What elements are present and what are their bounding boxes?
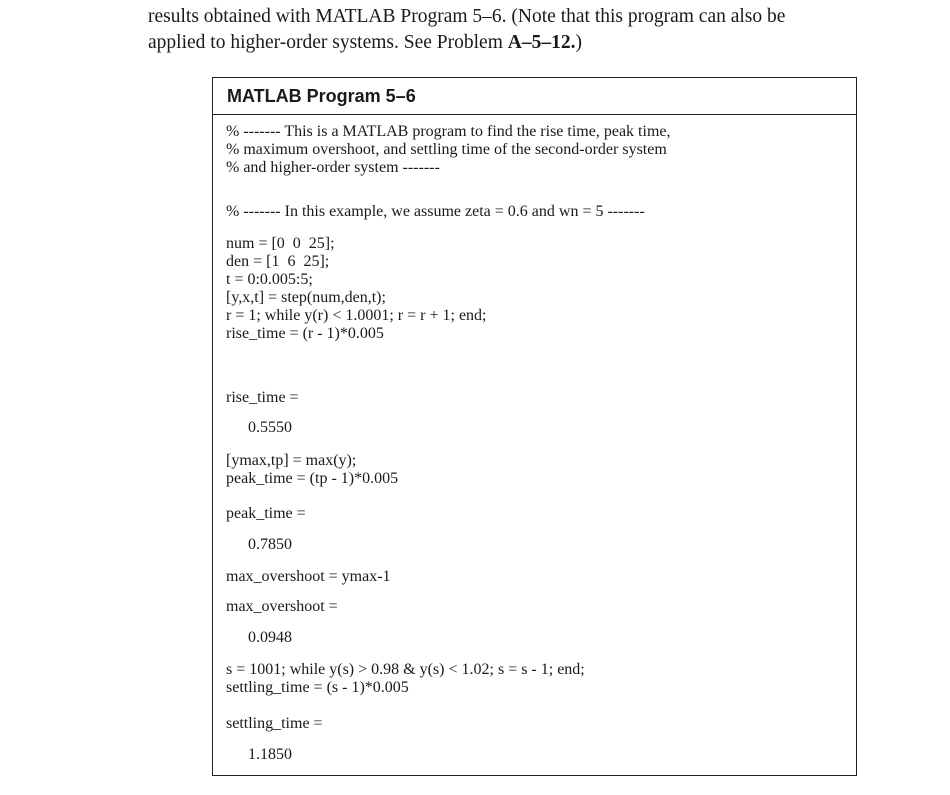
output-label-rise-time: [226, 389, 299, 407]
output-label: rise_time =: [226, 389, 299, 406]
code-line: % ------- In this example, we assume zeta = 0.6 and wn = 5 -------: [226, 203, 645, 220]
output-label-settling-time: [226, 715, 323, 733]
code-line: peak_time = (tp - 1)*0.005: [226, 470, 399, 487]
code-block-overshoot: [226, 568, 391, 586]
intro-line-2: [148, 30, 928, 56]
code-line: % and higher-order system -------: [226, 159, 440, 176]
intro-line-1: results obtained with MATLAB Program 5–6. (Note that this program can also be: [148, 6, 786, 27]
program-title: MATLAB Program 5–6: [213, 78, 856, 115]
output-value: 0.0948: [248, 629, 292, 646]
output-label-max-overshoot: [226, 598, 338, 616]
code-line: settling_time = (s - 1)*0.005: [226, 679, 409, 696]
code-line: rise_time = (r - 1)*0.005: [226, 325, 384, 342]
output-value-rise-time: [226, 419, 292, 437]
code-block-settling: [226, 661, 585, 697]
code-line: s = 1001; while y(s) > 0.98 & y(s) < 1.02; s = s - 1; end;: [226, 661, 585, 678]
output-label: peak_time =: [226, 505, 306, 522]
output-value-peak-time: [226, 536, 292, 554]
output-value: 0.7850: [248, 536, 292, 553]
intro-line-2-prefix: applied to higher-order systems. See Problem: [148, 32, 508, 53]
output-label: max_overshoot =: [226, 598, 338, 615]
code-line: num = [0 0 25];: [226, 235, 335, 252]
code-block-assumption-comment: [226, 203, 645, 221]
output-value: 0.5550: [248, 419, 292, 436]
intro-line-2-suffix: ): [575, 32, 582, 53]
code-line: % ------- This is a MATLAB program to find the rise time, peak time,: [226, 123, 671, 140]
intro-paragraph: [148, 4, 928, 56]
output-value-max-overshoot: [226, 629, 292, 647]
code-line: [ymax,tp] = max(y);: [226, 452, 357, 469]
code-line: % maximum overshoot, and settling time of the second-order system: [226, 141, 667, 158]
output-value: 1.1850: [248, 746, 292, 763]
code-line: r = 1; while y(r) < 1.0001; r = r + 1; end;: [226, 307, 487, 324]
code-line: [y,x,t] = step(num,den,t);: [226, 289, 386, 306]
code-block-setup: [226, 235, 487, 343]
problem-reference: A–5–12.: [507, 32, 576, 53]
output-label: settling_time =: [226, 715, 323, 732]
code-block-peak: [226, 452, 398, 488]
code-line: den = [1 6 25];: [226, 253, 330, 270]
program-box: [212, 77, 857, 776]
code-line: max_overshoot = ymax-1: [226, 568, 391, 585]
output-label-peak-time: [226, 505, 306, 523]
code-block-header-comment: [226, 123, 670, 177]
output-value-settling-time: [226, 746, 292, 764]
code-line: t = 0:0.005:5;: [226, 271, 313, 288]
